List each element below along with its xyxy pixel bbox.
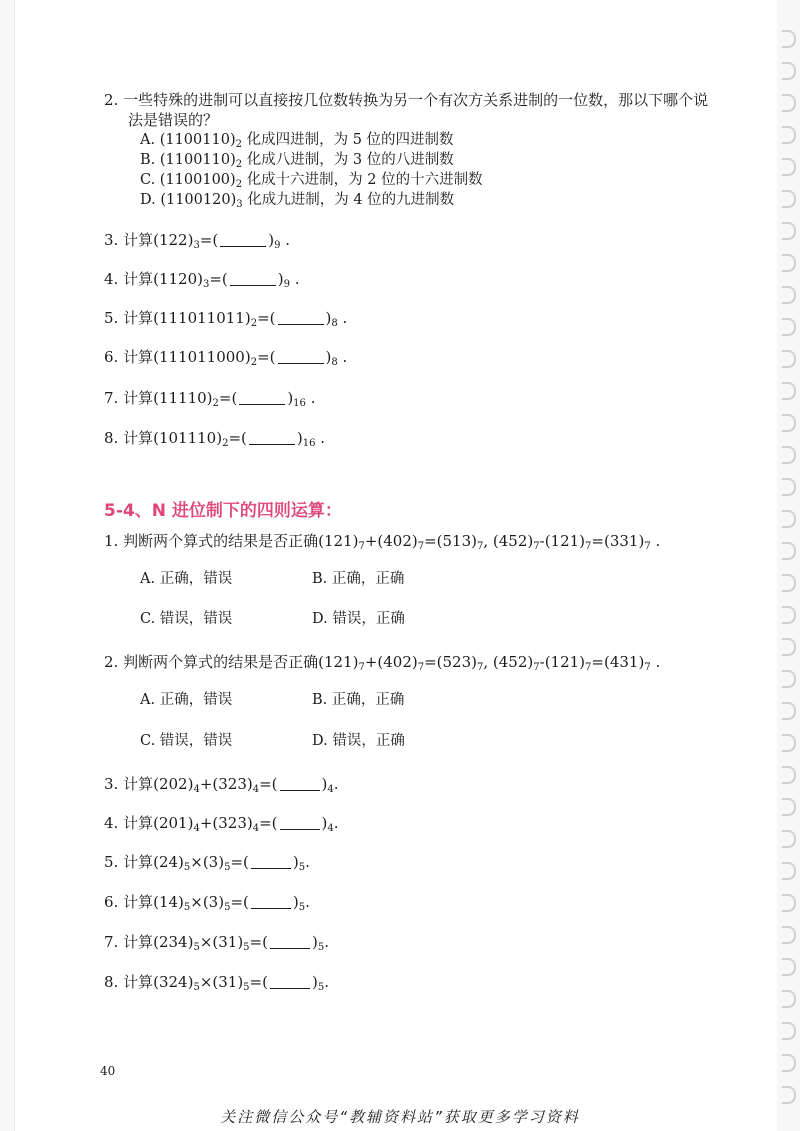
section-title: 5-4、N 进位制下的四则运算： [104,501,342,521]
binding-ring [782,958,796,976]
judge2-option-c[interactable]: C. 错误，错误 [140,733,233,749]
answer-blank[interactable] [239,390,285,405]
binding-ring [782,894,796,912]
binding-ring [782,606,796,624]
judge-question-1: 1. 判断两个算式的结果是否正确$(121)_7+(402)_7=(513)_7$, $(452)_7-(121)_7=(331)_7$ . [104,532,661,552]
answer-blank[interactable] [270,974,310,989]
answer-blank[interactable] [251,854,291,869]
footer-watermark-text: 关注微信公众号“教辅资料站”获取更多学习资料 [220,1108,580,1126]
binding-ring [782,574,796,592]
binding-ring [782,990,796,1008]
calc-question-8: 8. 计算$(101110)_2=$( )$_{16}$ . [104,429,326,449]
binding-ring [782,702,796,720]
binding-ring [782,350,796,368]
binding-ring [782,542,796,560]
page-number: 40 [100,1064,116,1078]
calc-question-6: 6. 计算$(111011000)_2=$( )$_8$ . [104,348,348,368]
option-d: D. $(1100120)_3$ 化成九进制，为 4 位的九进制数 [140,192,455,210]
answer-blank[interactable] [278,349,324,364]
judge1-option-a[interactable]: A. 正确，错误 [140,571,233,587]
answer-blank[interactable] [280,815,320,830]
answer-blank[interactable] [270,934,310,949]
question-text: 一些特殊的进制可以直接按几位数转换为另一个有次方关系进制的一位数，那以下哪个说 [123,91,709,109]
binding-ring [782,1054,796,1072]
answer-blank[interactable] [278,310,324,325]
binding-ring [782,798,796,816]
arith-question-5: 5. 计算$(24)_5\times(3)_5=$( )$_5$. [104,853,310,873]
binding-ring [782,478,796,496]
arith-question-3: 3. 计算$(202)_4+(323)_4=$( )$_4$. [104,775,339,795]
judge-question-2: 2. 判断两个算式的结果是否正确$(121)_7+(402)_7=(523)_7$, $(452)_7-(121)_7=(431)_7$ . [104,653,661,673]
judge1-option-d[interactable]: D. 错误，正确 [312,611,405,627]
answer-blank[interactable] [230,271,276,286]
binding-ring [782,254,796,272]
judge2-option-d[interactable]: D. 错误，正确 [312,733,405,749]
binding-ring [782,1022,796,1040]
answer-blank[interactable] [280,776,320,791]
spiral-binding [776,0,800,1131]
binding-ring [782,1086,796,1104]
arith-question-4: 4. 计算$(201)_4+(323)_4=$( )$_4$. [104,814,339,834]
option-c: C. $(1100100)_2$ 化成十六进制，为 2 位的十六进制数 [140,172,483,190]
question-number: 2. [104,91,119,109]
question-2-top-line2: 法是错误的？ [128,111,219,129]
answer-blank[interactable] [220,232,266,247]
judge1-option-c[interactable]: C. 错误，错误 [140,611,233,627]
binding-ring [782,30,796,48]
binding-ring [782,510,796,528]
calc-question-5: 5. 计算$(111011011)_2=$( )$_8$ . [104,309,348,329]
calc-question-7: 7. 计算$(11110)_2=$( )$_{16}$ . [104,389,316,409]
binding-ring [782,926,796,944]
judge1-option-b[interactable]: B. 正确，正确 [312,571,405,587]
binding-ring [782,670,796,688]
answer-blank[interactable] [251,894,291,909]
binding-ring [782,862,796,880]
binding-ring [782,94,796,112]
binding-ring [782,62,796,80]
arith-question-7: 7. 计算$(234)_5\times(31)_5=$( )$_5$. [104,933,329,953]
binding-ring [782,638,796,656]
option-b: B. $(1100110)_2$ 化成八进制，为 3 位的八进制数 [140,152,454,170]
judge2-option-b[interactable]: B. 正确，正确 [312,692,405,708]
binding-ring [782,318,796,336]
binding-ring [782,222,796,240]
question-2-top [104,90,708,110]
binding-ring [782,126,796,144]
binding-ring [782,830,796,848]
binding-ring [782,158,796,176]
binding-ring [782,734,796,752]
binding-ring [782,382,796,400]
binding-ring [782,414,796,432]
binding-ring [782,190,796,208]
calc-question-4: 4. 计算$(1120)_3=$( )$_9$ . [104,270,300,290]
answer-blank[interactable] [249,430,295,445]
binding-ring [782,446,796,464]
option-a: A. $(1100110)_2$ 化成四进制，为 5 位的四进制数 [140,132,454,150]
arith-question-6: 6. 计算$(14)_5\times(3)_5=$( )$_5$. [104,893,310,913]
calc-question-3: 3. 计算$(122)_3=$( )$_9$ . [104,231,291,251]
binding-ring [782,766,796,784]
arith-question-8: 8. 计算$(324)_5\times(31)_5=$( )$_5$. [104,973,329,993]
binding-ring [782,286,796,304]
judge2-option-a[interactable]: A. 正确，错误 [140,692,233,708]
